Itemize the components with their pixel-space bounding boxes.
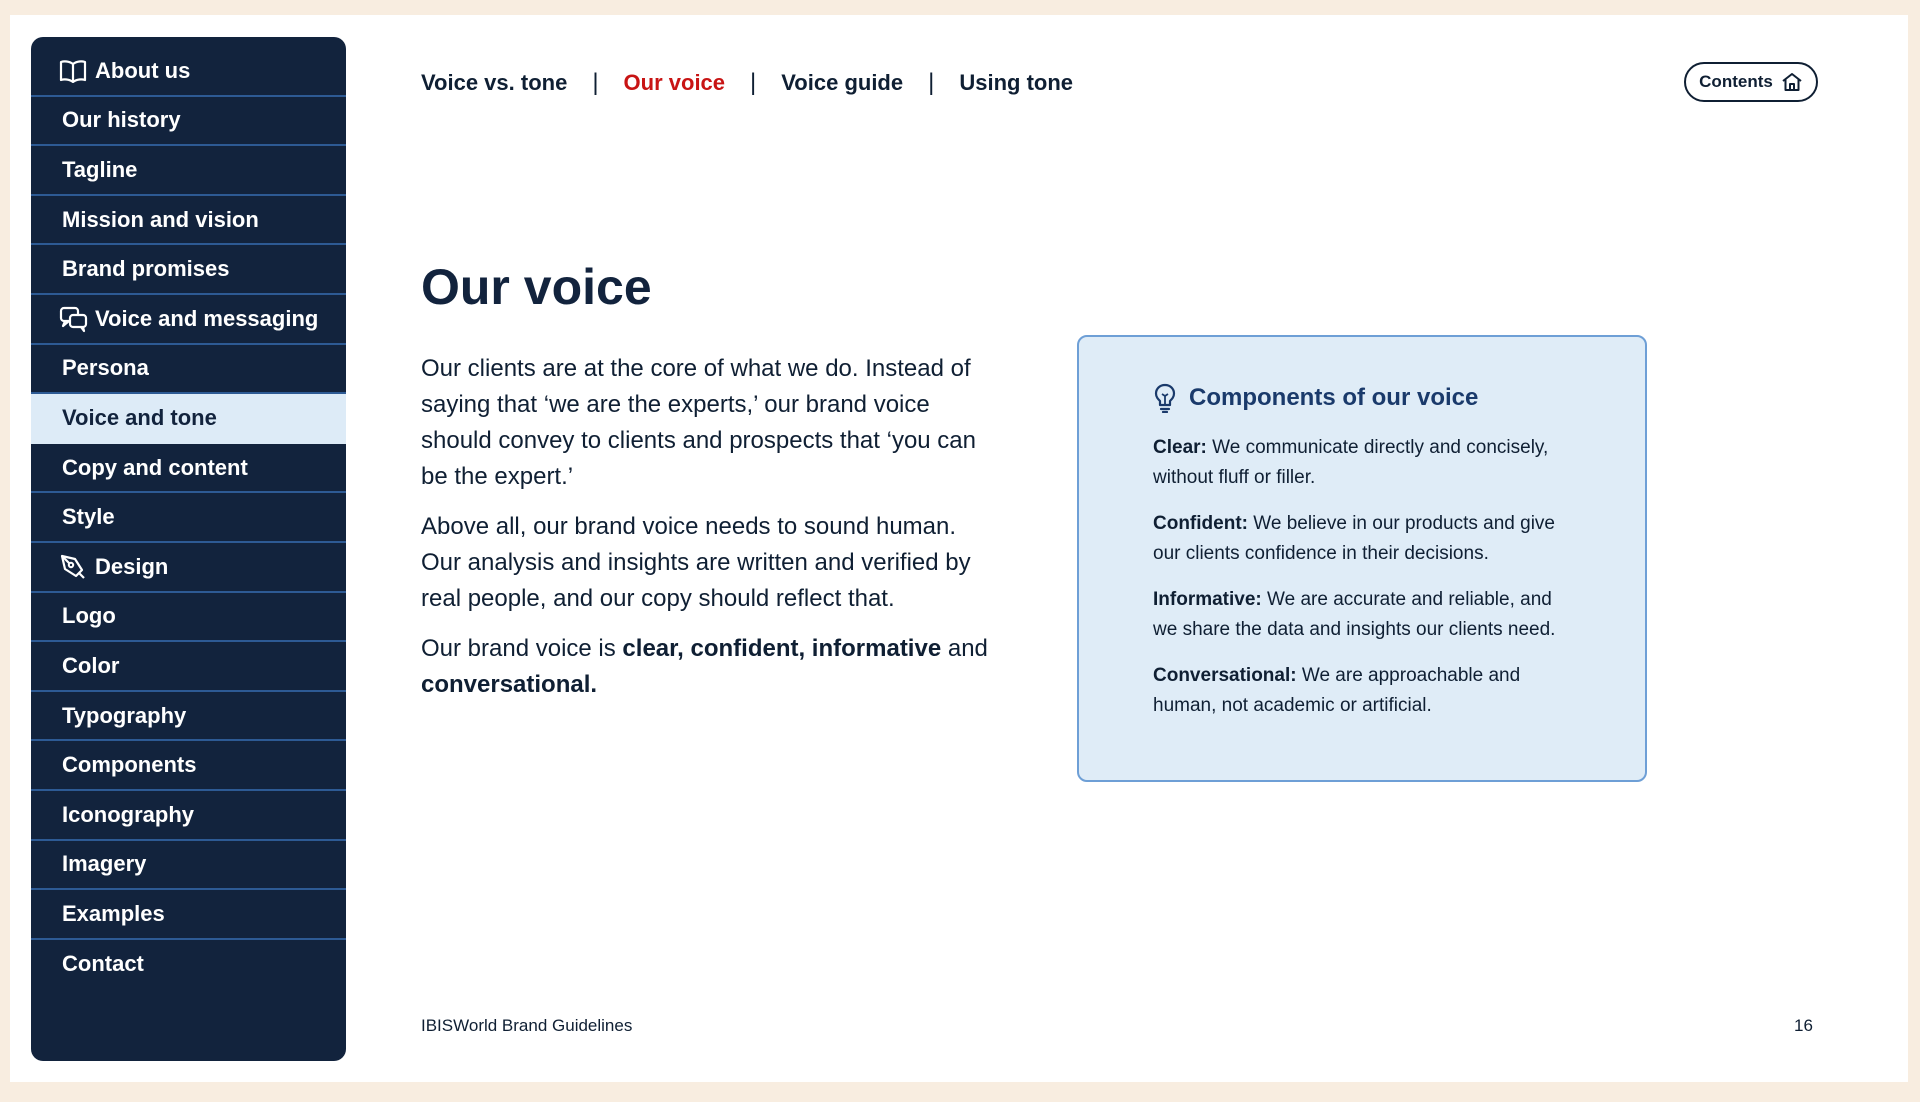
sidebar-item-voice-and-tone[interactable] (31, 394, 346, 444)
footer-title: IBISWorld Brand Guidelines (421, 1016, 633, 1035)
home-icon (1781, 72, 1803, 92)
sidebar-item-label: Mission and vision (62, 206, 259, 232)
sidebar-item-copy-and-content[interactable] (31, 444, 346, 494)
sidebar-item-label: Components (62, 752, 197, 778)
sidebar-item-label: Contact (62, 951, 144, 977)
chat-bubbles-icon (59, 305, 89, 333)
tab-voice-guide[interactable]: Voice guide (781, 70, 904, 95)
contents-button[interactable] (1684, 62, 1818, 102)
document-page (10, 15, 1908, 1082)
contents-button-label: Contents (1699, 72, 1773, 91)
sidebar-item-label: Persona (62, 355, 149, 381)
sidebar-item-label: Copy and content (62, 454, 248, 480)
nav-separator: | (592, 69, 599, 96)
sidebar-item-label: Voice and messaging (95, 305, 319, 331)
component-desc: We believe in our products and give our clients confidence in their decisions. (1153, 513, 1555, 564)
sidebar-item-label: Style (62, 504, 115, 530)
text-span: and (941, 635, 988, 662)
sidebar-item-tagline[interactable] (31, 146, 346, 196)
sidebar-item-label: Logo (62, 603, 116, 629)
body-text (421, 351, 996, 717)
sidebar-item-label: Tagline (62, 156, 138, 182)
component-term: Informative: (1153, 589, 1262, 610)
component-confident (1153, 509, 1575, 569)
tab-using-tone[interactable]: Using tone (959, 70, 1074, 95)
sidebar-item-examples[interactable] (31, 890, 346, 940)
paragraph: Above all, our brand voice needs to sound human. Our analysis and insights are written and verified by real people, and our copy should reflect that. (421, 513, 971, 612)
sidebar-item-iconography[interactable] (31, 791, 346, 841)
tab-our-voice[interactable]: Our voice (623, 70, 726, 95)
sidebar-item-label: Examples (62, 900, 165, 926)
callout-title (1153, 383, 1575, 413)
sidebar-item-imagery[interactable] (31, 841, 346, 891)
component-term: Clear: (1153, 437, 1207, 458)
top-nav (421, 69, 1073, 97)
sidebar-item-components[interactable] (31, 741, 346, 791)
sidebar-item-label: Voice and tone (62, 404, 217, 430)
component-term: Conversational: (1153, 665, 1297, 686)
component-term: Confident: (1153, 513, 1248, 534)
sidebar-item-our-history[interactable] (31, 97, 346, 147)
sidebar-item-label: Typography (62, 702, 187, 728)
callout-title-text: Components of our voice (1189, 384, 1479, 411)
sidebar-item-persona[interactable] (31, 345, 346, 395)
sidebar-item-logo[interactable] (31, 593, 346, 643)
sidebar-item-label: About us (95, 57, 191, 83)
sidebar-item-label: Color (62, 652, 120, 678)
sidebar-item-label: Brand promises (62, 256, 230, 282)
book-icon (59, 57, 89, 85)
component-desc: We are accurate and reliable, and we share the data and insights our clients need. (1153, 589, 1556, 640)
sidebar-item-typography[interactable] (31, 692, 346, 742)
components-callout (1077, 335, 1647, 782)
sidebar-nav (31, 37, 346, 1061)
sidebar-item-label: Design (95, 553, 169, 579)
sidebar-item-brand-promises[interactable] (31, 245, 346, 295)
paragraph (421, 631, 996, 703)
sidebar-item-contact[interactable] (31, 940, 346, 990)
sidebar-item-label: Our history (62, 107, 181, 133)
nav-separator: | (750, 69, 757, 96)
sidebar-item-voice-and-messaging[interactable] (31, 295, 346, 345)
sidebar-item-mission-and-vision[interactable] (31, 196, 346, 246)
component-conversational (1153, 661, 1575, 721)
tab-voice-vs-tone[interactable]: Voice vs. tone (421, 70, 568, 95)
sidebar-item-label: Imagery (62, 851, 147, 877)
component-desc: We communicate directly and concisely, without fluff or filler. (1153, 437, 1549, 488)
component-clear (1153, 433, 1575, 493)
sidebar-item-about-us[interactable] (31, 47, 346, 97)
text-span: Our brand voice is (421, 635, 623, 662)
nav-separator: | (928, 69, 935, 96)
page-number: 16 (1794, 1016, 1813, 1035)
bold-trait-last: conversational. (421, 671, 598, 698)
page-title: Our voice (421, 259, 652, 315)
lightbulb-icon (1153, 383, 1177, 413)
sidebar-item-design[interactable] (31, 543, 346, 593)
component-informative (1153, 585, 1575, 645)
sidebar-item-color[interactable] (31, 642, 346, 692)
sidebar-item-label: Iconography (62, 801, 195, 827)
paragraph: Our clients are at the core of what we do. Instead of saying that ‘we are the experts,’ our brand voice should convey to clients and prospects that ‘you can be the expert.’ (421, 355, 976, 490)
component-desc: We are approachable and human, not academic or artificial. (1153, 665, 1521, 716)
sidebar-item-style[interactable] (31, 493, 346, 543)
pen-tool-icon (59, 553, 89, 581)
bold-traits: clear, confident, informative (622, 635, 942, 662)
